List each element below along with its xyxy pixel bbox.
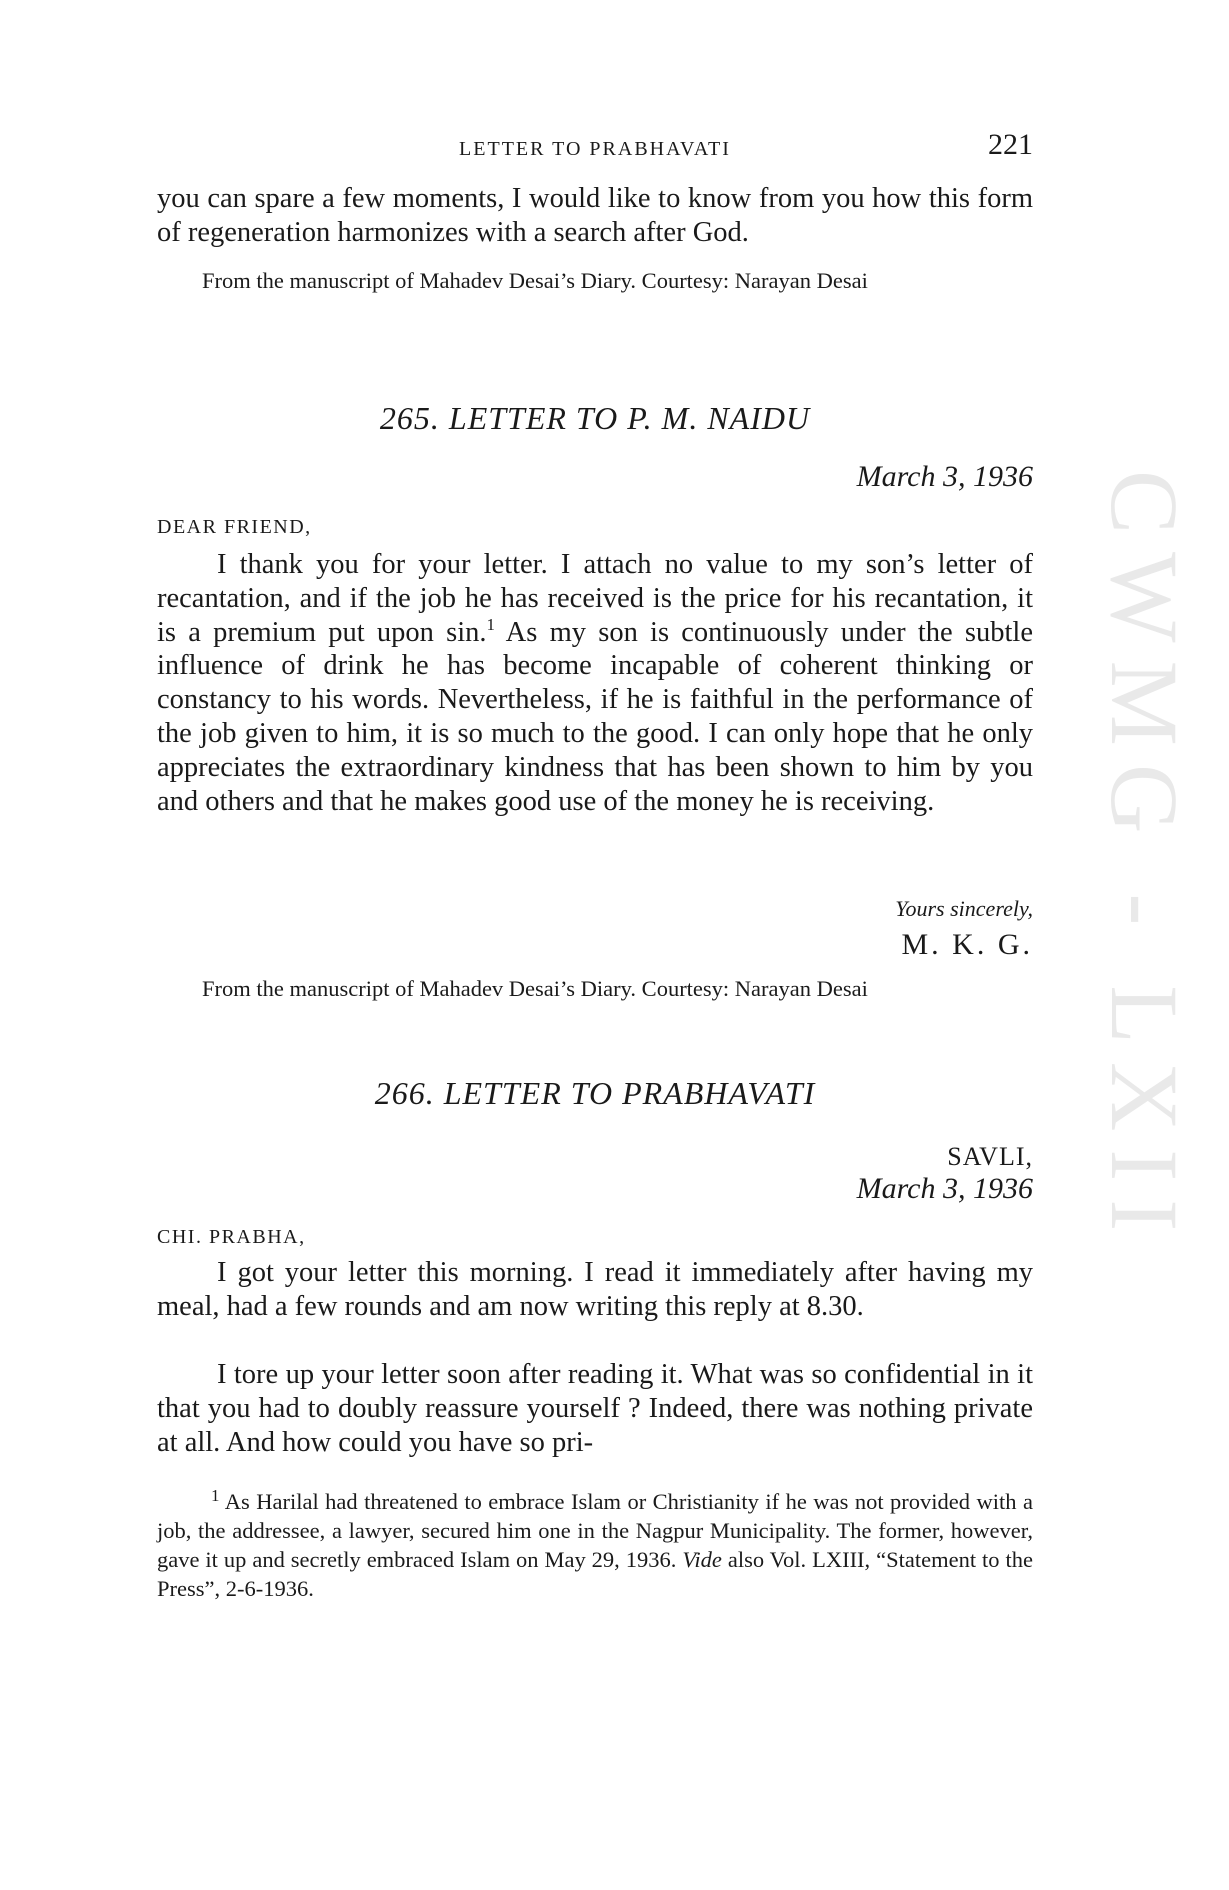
carryover-paragraph: you can spare a few moments, I would like to know from you how this form of regeneration harmonizes with a search after God. — [157, 183, 1033, 248]
letter-265-closing: Yours sincerely, — [895, 896, 1033, 921]
letter-265-salutation: DEAR FRIEND, — [157, 516, 312, 538]
footnote-text-1: As Harilal had threatened to embrace Islam or Christianity if he was not provided with a job, the addressee, a lawyer, secured him one in the Nagpur Municipality. The former, however, gave it up and secretly embraced Islam on May 29, 1936. — [157, 1489, 1033, 1572]
letter-266-paragraph-2: I tore up your letter soon after reading it. What was so confidential in it that you had to doubly reassure yourself ? Indeed, there was nothing private at all. And how could you have so pri- — [157, 1359, 1033, 1458]
letter-265-body-part2: As my son is continuously under the subtle influence of drink he has become incapable of coherent thinking or constancy to his words. Nevertheless, if he is faithful in the performance of the job given to him, it is so much to the good. I can only hope that he only appreciates the extraordinary kindness that has been shown to him by you and others and that he makes good use of the money he is receiving. — [157, 616, 1034, 817]
letter-265-body — [157, 548, 1033, 818]
page-number: 221 — [988, 128, 1033, 161]
letter-265-signature: M. K. G. — [901, 928, 1033, 961]
letter-265-date: March 3, 1936 — [856, 460, 1033, 493]
letter-265-body-part1: I thank you for your letter. I attach no value to my son’s letter of recantation, and if the job he has received is the price for his recantation, it is a premium put upon sin. — [157, 549, 1033, 648]
letter-266-salutation: CHI. PRABHA, — [157, 1226, 306, 1248]
carryover-source: From the manuscript of Mahadev Desai’s Diary. Courtesy: Narayan Desai — [202, 268, 868, 293]
footnote — [157, 1481, 1033, 1603]
letter-265-source: From the manuscript of Mahadev Desai’s Diary. Courtesy: Narayan Desai — [202, 976, 868, 1001]
watermark: CWMG - LXII — [1091, 470, 1198, 1250]
footnote-vide: Vide — [682, 1547, 722, 1572]
running-title: LETTER TO PRABHAVATI — [459, 138, 731, 160]
letter-266-date: March 3, 1936 — [856, 1172, 1033, 1205]
letter-266-place: SAVLI, — [947, 1142, 1033, 1171]
footnote-marker: 1 — [211, 1486, 220, 1505]
letter-265-heading: 265. LETTER TO P. M. NAIDU — [379, 400, 811, 436]
footnote-text-2: also Vol. LXIII, “Statement to the Press”, 2-6-1936. — [157, 1547, 1033, 1601]
letter-266-paragraph-1: I got your letter this morning. I read it immediately after having my meal, had a few rounds and am now writing this reply at 8.30. — [157, 1257, 1033, 1322]
running-head — [157, 128, 1033, 168]
footnote-reference[interactable]: 1 — [486, 614, 496, 634]
letter-266-heading: 266. LETTER TO PRABHAVATI — [374, 1075, 816, 1111]
